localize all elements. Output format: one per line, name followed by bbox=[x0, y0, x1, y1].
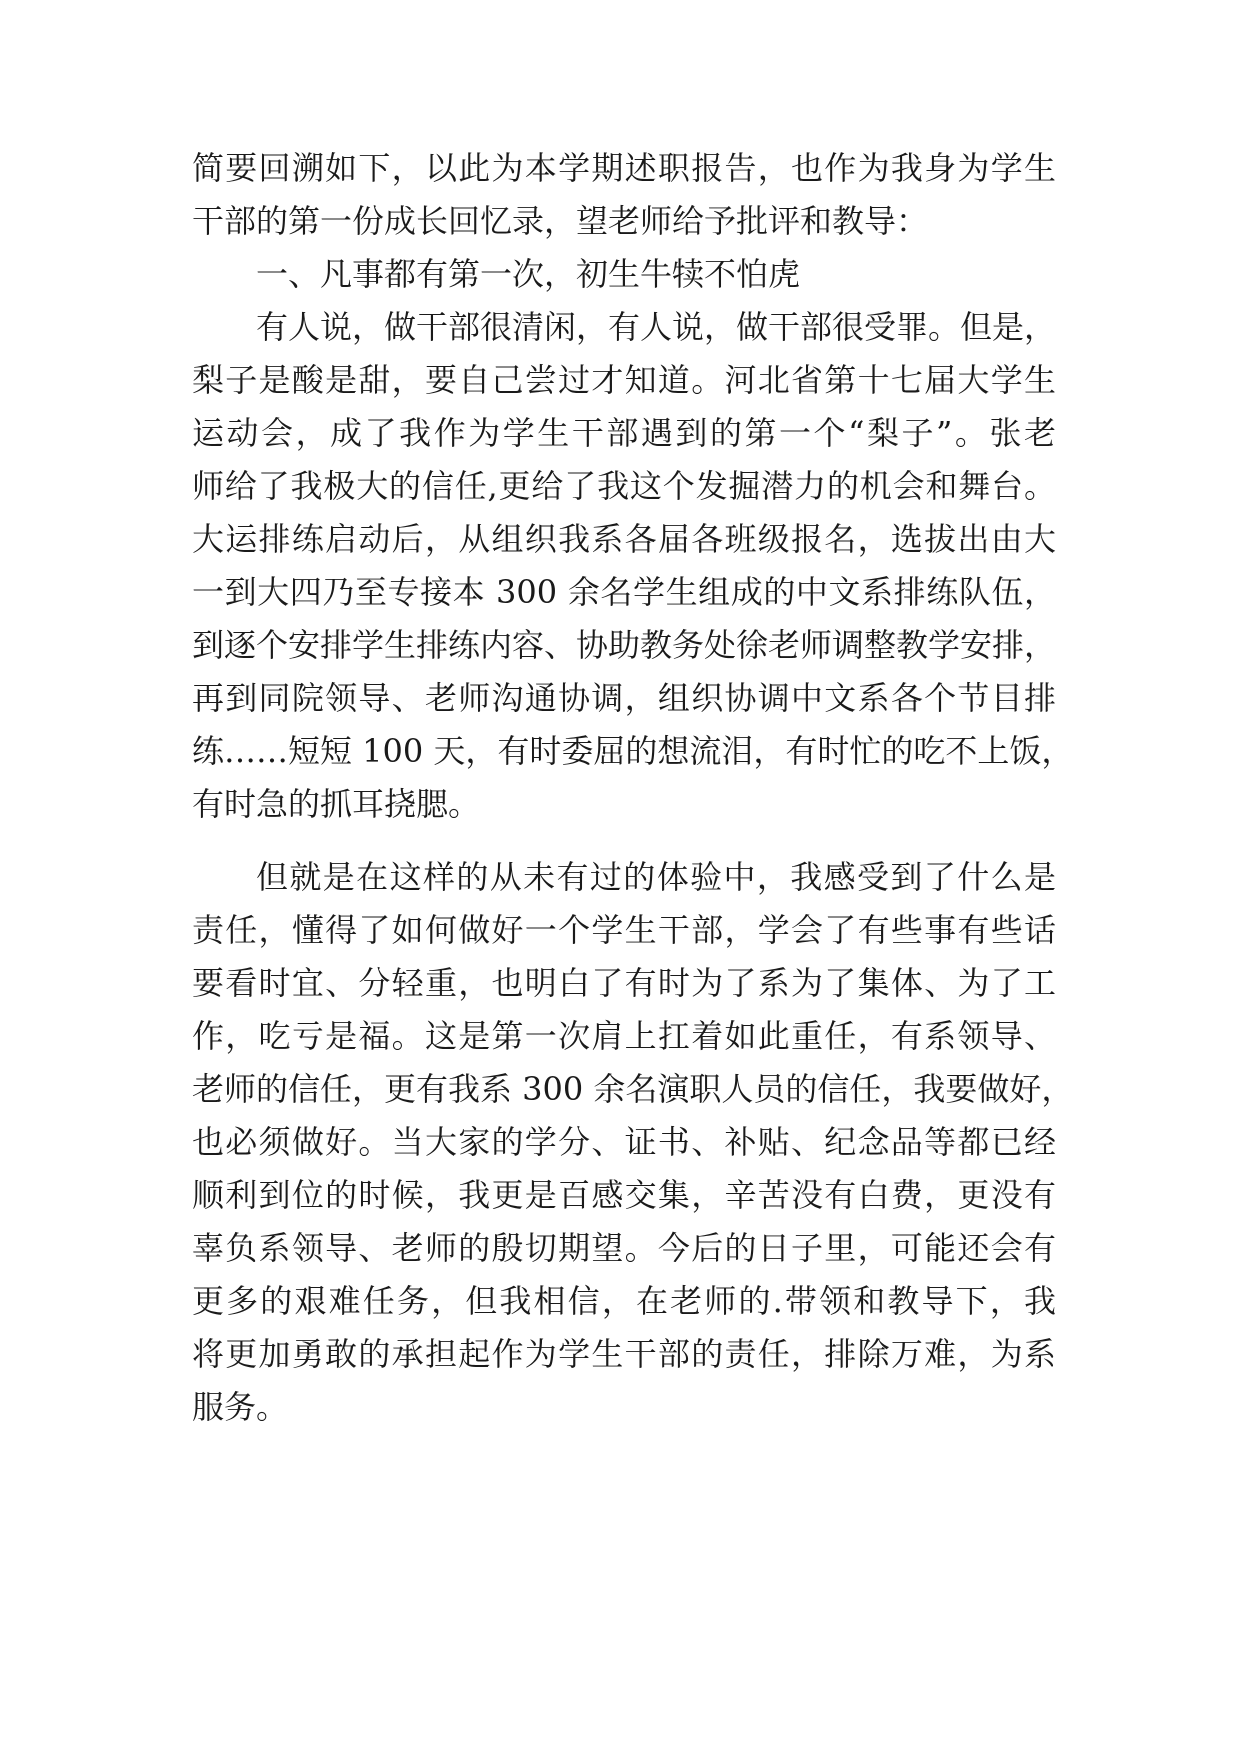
text-line: 再到同院领导、老师沟通协调，组织协调中文系各个节目排 bbox=[192, 679, 1056, 717]
paragraph-first-line: 有人说，做干部很清闲，有人说，做干部很受罪。但是， bbox=[256, 308, 1057, 346]
text-line: 干部的第一份成长回忆录，望老师给予批评和教导： bbox=[192, 202, 929, 240]
text-line: 服务。 bbox=[192, 1388, 289, 1426]
text-line: 顺利到位的时候，我更是百感交集，辛苦没有白费，更没有 bbox=[192, 1176, 1056, 1214]
text-line: 一到大四乃至专接本 300 余名学生组成的中文系排练队伍， bbox=[192, 573, 1056, 611]
text-line: 也必须做好。当大家的学分、证书、补贴、纪念品等都已经 bbox=[192, 1123, 1056, 1161]
text-line: 作，吃亏是福。这是第一次肩上扛着如此重任，有系领导、 bbox=[192, 1017, 1056, 1055]
text-line: 将更加勇敢的承担起作为学生干部的责任，排除万难，为系 bbox=[192, 1335, 1056, 1373]
text-line: 练……短短 100 天，有时委屈的想流泪，有时忙的吃不上饭， bbox=[192, 732, 1074, 770]
text-line: 大运排练启动后，从组织我系各届各班级报名，选拔出由大 bbox=[192, 520, 1056, 558]
text-line: 运动会，成了我作为学生干部遇到的第一个“梨子”。张老 bbox=[192, 414, 1056, 452]
text-line: 老师的信任，更有我系 300 余名演职人员的信任，我要做好， bbox=[192, 1070, 1074, 1108]
text-line: 有时急的抓耳挠腮。 bbox=[192, 785, 481, 823]
text-line: 责任，懂得了如何做好一个学生干部，学会了有些事有些话 bbox=[192, 911, 1056, 949]
section-heading: 一、凡事都有第一次，初生牛犊不怕虎 bbox=[256, 255, 801, 293]
text-line: 梨子是酸是甜，要自己尝过才知道。河北省第十七届大学生 bbox=[192, 361, 1056, 399]
text-line: 要看时宜、分轻重，也明白了有时为了系为了集体、为了工 bbox=[192, 964, 1056, 1002]
text-line: 师给了我极大的信任,更给了我这个发掘潜力的机会和舞台。 bbox=[192, 467, 1056, 505]
text-line: 辜负系领导、老师的殷切期望。今后的日子里，可能还会有 bbox=[192, 1229, 1056, 1267]
text-line: 简要回溯如下，以此为本学期述职报告，也作为我身为学生 bbox=[192, 149, 1056, 187]
text-line: 到逐个安排学生排练内容、协助教务处徐老师调整教学安排， bbox=[192, 626, 1057, 664]
paragraph-first-line: 但就是在这样的从未有过的体验中，我感受到了什么是 bbox=[256, 858, 1056, 896]
text-line: 更多的艰难任务，但我相信，在老师的.带领和教导下，我 bbox=[192, 1282, 1056, 1320]
